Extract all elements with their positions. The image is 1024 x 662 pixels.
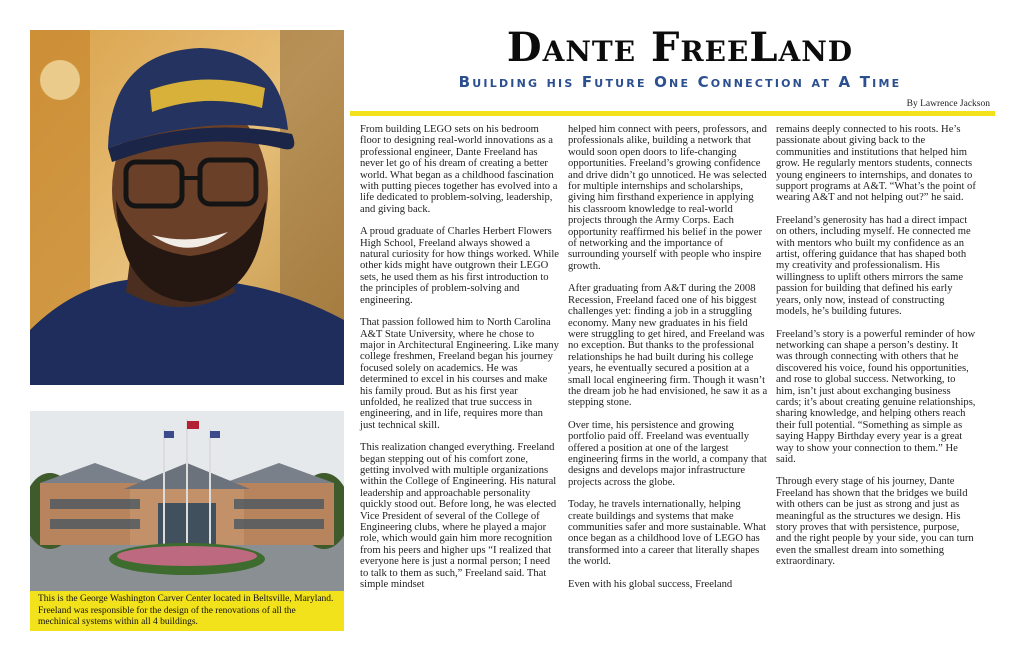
paragraph: That passion followed him to North Carolina A&T State University, where he chose to major in Architectural Engineering. Like many college freshmen, Freeland began his journey focused solely on academics. He was determined to excel in his courses and make his family proud. But as his first year unfolded, he realized that true success in engineering, and in life, requires more than just technical skill. [360,317,559,431]
paragraph: This realization changed everything. Freeland began stepping out of his comfort zone, getting involved with multiple organizations within the College of Engineering. His natural leadership and approachable personality quickly stood out. Before long, he was elected Vice President of several of the College of Engineering clubs, where he played a major role, which would gain him more recognition from his peers and higher ups “I realized that everyone here is just a normal person; I need to talk to them as such,” Freeland said. That simple mindset [360,442,557,591]
article-column-3 [776,124,976,579]
paragraph: Freeland’s story is a powerful reminder of how networking can shape a person’s destiny. It was through connecting with others that he discovered his voice, found his opportunities, and rose to global success. Networking, to him, isn’t just about exchanging business cards; it’s about creating genuine relationships, sharing knowledge, and helping others reach their full potential. “Something as simple as saying Happy Birthday every year is a great way to show your connection to them.” He said. [776,328,976,465]
paragraph: From building LEGO sets on his bedroom floor to designing real-world innovations as a professional engineer, Dante Freeland has never let go of his dream of creating a better world. What began as a childhood fascination with putting pieces together has evolved into a life dedicated to problem-solving, leadership, and giving back. [360,124,558,215]
paragraph: helped him connect with peers, professors, and professionals alike, building a network that would soon open doors to life-changing opportunities. Freeland’s growing confidence and drive didn’t go unnoticed. He was selected for multiple internships and scholarships, giving him firsthand experience in applying his classroom knowledge to real-world projects through the Army Corps. Each opportunity reaffirmed his belief in the power of networking and the importance of surrounding yourself with people who inspire growth. [568,124,767,272]
article-column-2 [568,124,768,601]
article-column-1 [360,124,560,601]
article-subtitle: Building his Future One Connection at A Time [458,73,902,91]
paragraph: Through every stage of his journey, Dante Freeland has shown that the bridges we build with others can be just as strong and just as meaningful as the structures we design. His story proves that with persistence, purpose, and the right people by your side, you can turn even the smallest dream into something extraordinary. [776,476,974,568]
title-divider [350,111,995,116]
paragraph: Even with his global success, Freeland [568,578,733,590]
portrait-photo [30,30,344,385]
paragraph: Over time, his persistence and growing portfolio paid off. Freeland was eventually offered a position at one of the largest engineering firms in the world, a company that designs and develops major infrastructure projects across the globe. [568,419,767,488]
paragraph: After graduating from A&T during the 2008 Recession, Freeland faced one of his biggest challenges yet: finding a job in a struggling economy. Many new graduates in his field were struggling to get hired, and Freeland was no exception. But thanks to the professional relationships he had built during his college years, he eventually secured a position at a small local engineering firm. Though it wasn’t the dream job he had envisioned, he saw it as a stepping stone. [568,283,768,409]
paragraph: remains deeply connected to his roots. He’s passionate about giving back to the communities and institutions that helped him grow. He regularly mentors students, connects young engineers to internships, and donates to support programs at A&T. “What’s the point of wearing A&T and not helping out?” he said. [776,124,976,204]
byline: By Lawrence Jackson [906,99,990,109]
portrait-illustration [30,30,344,385]
paragraph: A proud graduate of Charles Herbert Flowers High School, Freeland always showed a natural curiosity for how things worked. While other kids might have outgrown their LEGO sets, he used them as his first introduction to the principles of problem-solving and engineering. [360,226,559,306]
article-title: Dante FreeLand [506,24,854,71]
paragraph: Freeland’s generosity has had a direct impact on others, including myself. He connected me with mentors who built my confidence as an artist, offering guidance that has shaped both my creativity and professionalism. His willingness to uplift others mirrors the same passion for building that defined his early years, only now, instead of constructing models, he’s building futures. [776,214,971,318]
photo-caption: This is the George Washington Carver Center located in Beltsville, Maryland. Freeland was responsible for the design of the renovations of all the mechinical systems within all 4 buildings. [30,591,344,631]
paragraph: Today, he travels internationally, helping create buildings and systems that make communities safer and more sustainable. What once began as a childhood love of LEGO has transformed into a career that literally shapes the world. [568,499,767,568]
